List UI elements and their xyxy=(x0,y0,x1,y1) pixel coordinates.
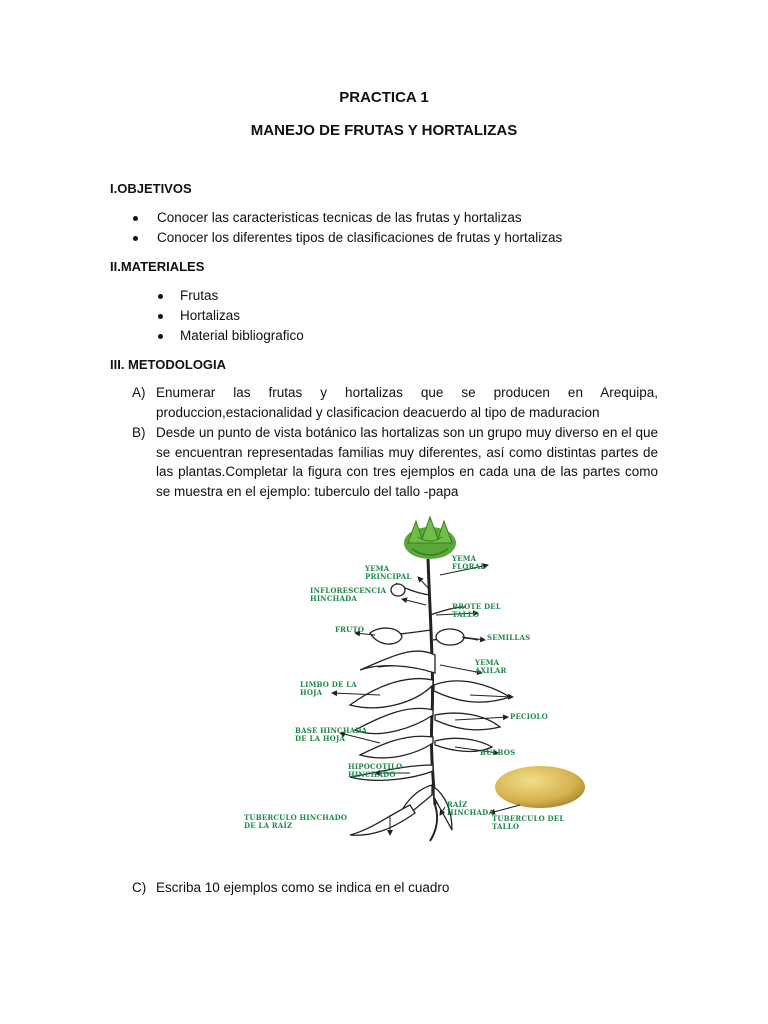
label-tuberculo-tallo: TUBERCULO DEL TALLO xyxy=(492,814,565,831)
item-marker: B) xyxy=(132,425,146,440)
item-text: Enumerar las frutas y hortalizas que se producen en Arequipa, produccion,estacionalidad y clasificacion deacuerdo al tipo de maduracion xyxy=(156,385,658,420)
list-item xyxy=(180,286,218,306)
objetivo-text: Conocer los diferentes tipos de clasificaciones de frutas y hortalizas xyxy=(157,230,563,245)
bullet-icon xyxy=(158,334,163,339)
bullet-icon xyxy=(133,216,138,221)
materiales-heading: II.MATERIALES xyxy=(110,259,205,274)
list-item xyxy=(157,228,562,248)
label-brote-tallo: BROTE DEL TALLO xyxy=(452,602,501,619)
material-text: Frutas xyxy=(180,288,219,303)
material-text: Hortalizas xyxy=(180,308,241,323)
label-yema-principal: YEMA PRINCIPAL xyxy=(365,564,412,581)
bullet-icon xyxy=(133,236,138,241)
label-yema-axilar: YEMA AXILAR xyxy=(475,658,507,675)
metodologia-item-b xyxy=(132,423,658,501)
label-inflorescencia: INFLORESCENCIA HINCHADA xyxy=(310,586,387,603)
label-limbo-hoja: LIMBO DE LA HOJA xyxy=(300,680,357,697)
label-bulbos: BULBOS xyxy=(480,748,516,757)
page-subtitle: MANEJO DE FRUTAS Y HORTALIZAS xyxy=(250,122,518,139)
page-title: PRACTICA 1 xyxy=(339,89,429,106)
label-peciolo: PECIOLO xyxy=(510,712,548,721)
list-item xyxy=(180,306,240,326)
label-hipocotilo: HIPOCOTILO HINCHADO xyxy=(348,762,403,779)
item-text: Desde un punto de vista botánico las hortalizas son un grupo muy diverso en el que se encuentran representadas familias muy diferentes, así como distintas partes de las plantas.Completar la figura con tres ejemplos en cada una de las partes como se muestra en el ejemplo: tuberculo del tallo -papa xyxy=(156,425,658,499)
material-text: Material bibliografico xyxy=(180,328,304,343)
label-fruto: FRUTO xyxy=(335,625,365,634)
metodologia-heading: III. METODOLOGIA xyxy=(110,357,227,372)
item-marker: C) xyxy=(132,880,147,895)
objetivo-text: Conocer las caracteristicas tecnicas de las frutas y hortalizas xyxy=(157,210,522,225)
item-marker: A) xyxy=(132,385,146,400)
label-base-hoja: BASE HINCHADA DE LA HOJA xyxy=(295,726,368,743)
label-yema-floral: YEMA FLORAL xyxy=(452,554,486,571)
artichoke-icon xyxy=(404,517,456,559)
label-raiz-hinchada: RAÍZ HINCHADA xyxy=(447,800,495,817)
metodologia-item-c xyxy=(132,878,658,898)
item-text: Escriba 10 ejemplos como se indica en el cuadro xyxy=(156,880,450,895)
label-tuberculo-raiz: TUBERCULO HINCHADO DE LA RAÍZ xyxy=(244,813,348,830)
plant-diagram xyxy=(230,515,600,845)
metodologia-item-a xyxy=(132,383,658,422)
bullet-icon xyxy=(158,294,163,299)
potato-icon xyxy=(495,766,585,808)
list-item xyxy=(180,326,304,346)
list-item xyxy=(157,208,522,228)
label-semillas: SEMILLAS xyxy=(487,633,531,642)
bullet-icon xyxy=(158,314,163,319)
objetivos-heading: I.OBJETIVOS xyxy=(110,181,192,196)
